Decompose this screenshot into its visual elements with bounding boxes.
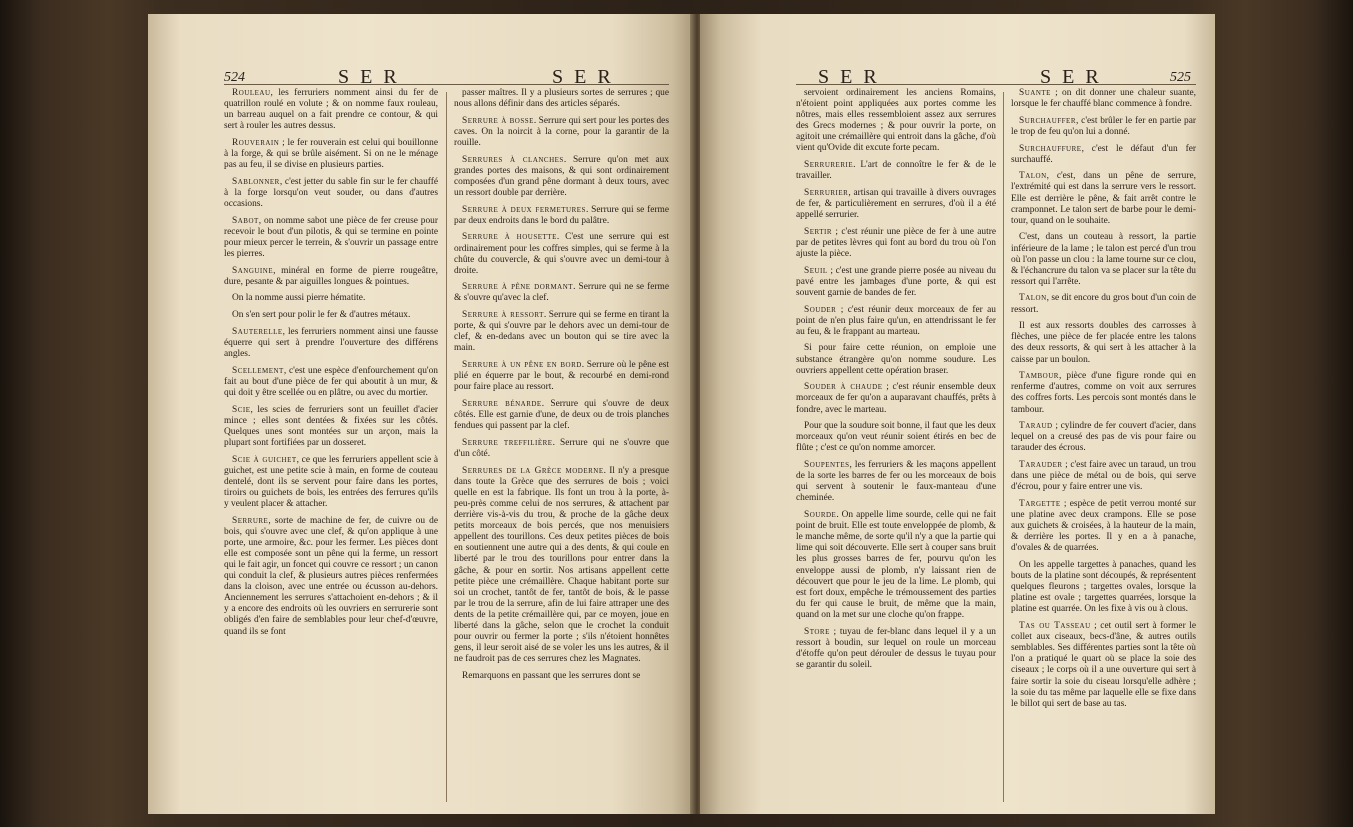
entry-headword: Serrure à deux fermetures [462,204,586,215]
entry-text: . Serrure qui sert pour les portes des caves. On la noircit à la corne, pour la garantir de la rouille. [454,115,669,148]
entry-text: ; c'est faire avec un taraud, un trou dans une pièce de métal ou de bois, qui serve d'écrou, pour y faire entrer une vis. [1011,460,1196,493]
entry-headword: Scie à guichet [232,454,297,465]
right-column-1 [796,88,996,677]
entry-headword: Store [804,626,830,637]
entry-paragraph [224,310,438,321]
entry-paragraph [224,138,438,171]
entry-paragraph [454,232,669,276]
entry-headword: Tarauder [1019,460,1063,471]
entry-headword: Serrurier [804,187,849,198]
entry-paragraph [224,366,438,399]
entry-headword: Serrure à pêne dormant [462,282,574,293]
entry-paragraph [1011,560,1196,615]
entry-text: . Serrure qui se ferme en tirant la porte, & qui s'ouvre par le dehors avec un demi-tour de clef, & en-dedans avec un bouton qui se tire avec la main. [454,310,669,354]
entry-text: . Serrure qui ne s'ouvre que d'un côté. [454,437,670,459]
entry-headword: Seuil [804,265,828,276]
entry-text: ; tuyau de fer-blanc dans lequel il y a un ressort à boudin, sur lequel on roule un morceau d'étoffe qu'on peut dérouler de dessus le tuyau pour se garantir du soleil. [796,626,996,670]
entry-text: . Serrure qu'on met aux grandes portes des maisons, & qui sont ordinairement composées d'un grand pêne dormant à deux tours, avec un ressort double par derrière. [454,154,669,198]
entry-text: ; c'est réunir une pièce de fer à une autre par de petites lèvres qui font au bord du trou où l'on ajuste la pièce. [796,226,996,259]
entry-text: Il est aux ressorts doubles des carrosses à flèches, une pièce de fer placée entre les talons des deux ressorts, & qui sert à les attacher à la caisse par un boulon. [1011,321,1196,365]
left-column-1 [224,88,438,643]
right-page [700,14,1215,814]
entry-text: . Serrure qui s'ouvre de deux côtés. Elle est garnie d'une, de deux ou de trois planches fendues qui passent par la clef. [454,399,670,432]
entry-paragraph [796,460,996,504]
entry-paragraph [224,455,438,510]
entry-paragraph [796,510,996,621]
entry-text: On les appelle targettes à panaches, quand les bouts de la platine sont découpés, & représentent quelques fleurons ; targettes ovales, lorsque la platine est ovale ; targettes quarrées, lorsque la platine est quarrée. On les fixe à vis ou à clous. [1011,560,1196,615]
entry-paragraph [796,88,996,155]
entry-text: ; c'est réunir deux morceaux de fer au point de n'en plus faire qu'un, en attendrissant le fer au feu, & le frappant au marteau. [796,304,996,337]
entry-headword: Sertir [804,226,833,237]
entry-paragraph [224,266,438,288]
right-page-number: 525 [1170,70,1191,85]
entry-text: . On appelle lime sourde, celle qui ne fait point de bruit. Elle est toute enveloppée de plomb, & le manche même, de sorte qu'il n'y a que la partie qui lime qui soit découverte. Elle sert à couper sans bruit les plus grosses barres de fer, pourvu qu'on les enveloppe aussi de plomb, n'y laissant rien de découvert que pour le jeu de la lime. Le plomb, qui est fort doux, empêche le trémoussement des parties du fer qui cause le bruit, de même que la main, quand on la met sur une cloche qu'on frappe. [796,510,996,620]
entry-paragraph [1011,621,1196,710]
entry-text: , artisan qui travaille à divers ouvrages de fer, & particulièrement en serrures, d'où il a été appellé serrurier. [796,187,996,221]
entry-paragraph [1011,144,1196,166]
entry-headword: Rouleau [232,88,271,98]
entry-paragraph [796,343,996,376]
left-header-right: S E R [552,66,614,88]
entry-text: , les scies de ferruriers sont un feuillet d'acier mince ; elles sont dentées & fixées sur les côtés. Quelques unes sont montées sur un arçon, mais la plupart sont fortifiées par un dosseret. [224,404,438,448]
entry-headword: Souder à chaude [804,382,883,393]
entry-paragraph [454,466,669,666]
entry-headword: Serrurerie [804,160,854,171]
entry-headword: Serrure à un pêne en bord [462,360,582,371]
entry-text: ; espèce de petit verrou monté sur une platine avec deux crampons. Elle se pose aux guichets & croisées, à la hauteur de la main, & derrière les portes. Il y en a à panache, d'ovales & de quarrées. [1011,498,1196,554]
entry-text: Remarquons en passant que les serrures dont se [462,670,641,681]
entry-headword: Serrure à ressort [462,310,544,321]
right-header-right: S E R [1040,66,1102,88]
entry-text: , minéral en forme de pierre rougeâtre, dure, pesante & par aiguilles longues & pointues. [224,265,438,287]
entry-paragraph [1011,293,1196,315]
entry-paragraph [796,627,996,671]
entry-paragraph [1011,499,1196,554]
entry-text: , c'est jetter du sable fin sur le fer chauffé à la forge lorsqu'on veut souder, ou dans d'autres occasions. [224,176,438,210]
right-column-divider [1003,92,1004,802]
entry-text: On la nomme aussi pierre hématite. [232,293,366,304]
entry-text: , c'est brûler le fer en partie par le trop de feu qu'on lui a donné. [1011,115,1196,137]
entry-paragraph [454,205,669,227]
entry-headword: Tas ou Tasseau [1019,621,1091,632]
entry-paragraph [796,421,996,454]
entry-paragraph [796,160,996,182]
entry-headword: Suante [1019,88,1051,98]
entry-paragraph [224,177,438,210]
right-header-left: S E R [818,66,880,88]
entry-paragraph [796,266,996,299]
entry-paragraph [796,382,996,415]
entry-text: , sorte de machine de fer, de cuivre ou de bois, qui s'ouvre avec une clef, & qu'on applique à une porte, une armoire, &c. pour les fermer. Les pièces dont elle est composée sont un pêne qui la ferme, un ressort qui le fait agir, un foncet qui couvre ce ressort ; un canon qui conduit la clef, & plusieurs autres pièces renfermées dans la cloison, avec une entrée ou écusson au-dehors. Anciennement les serrures s'attachoient en-dehors ; & il y a encore des endroits où les ouvriers en serrurerie sont obligés d'en faire de semblables pour leur chef-d'œuvre, quand ils se font [224,515,438,637]
entry-text: , c'est, dans un pêne de serrure, l'extrémité qui est dans la serrure vers le ressort. Elle est derrière le pêne, & fait arrêt contre le cramponnet. Le talon sert de barbe pour le demi-tour, quand on le souhaite. [1011,171,1196,226]
entry-headword: Serrure [232,515,269,526]
entry-text: , se dit encore du gros bout d'un coin de ressort. [1011,293,1196,315]
entry-paragraph [454,88,669,110]
entry-paragraph [224,88,438,132]
entry-text: ; c'est une grande pierre posée au niveau du pavé entre les jambages d'une porte, & qui est souvent garnie de bandes de fer. [796,265,996,298]
entry-paragraph [454,399,669,432]
entry-paragraph [1011,460,1196,493]
entry-paragraph [224,405,438,449]
entry-paragraph [796,227,996,260]
entry-headword: Rouverain [232,137,280,148]
left-header-rule [224,84,669,85]
entry-paragraph [224,327,438,360]
entry-paragraph [454,155,669,199]
entry-text: , c'est une espèce d'enfourchement qu'on fait au bout d'une pièce de fer qui aboutit à un mur, & qui doit y être scellée ou en plâtre, ou avec du mortier. [224,365,438,398]
left-page [148,14,694,814]
entry-headword: Serrures à clanches [462,154,564,165]
entry-headword: Sourde [804,510,837,521]
entry-text: ; c'est réunir ensemble deux morceaux de fer qu'on a auparavant chauffés, prêts à fondre, avec le marteau. [796,382,996,415]
entry-paragraph [1011,421,1196,454]
entry-text: . L'art de connoître le fer & de le travailler. [796,160,996,182]
entry-text: ; on dit donner une chaleur suante, lorsque le fer chauffé blanc commence à fondre. [1011,88,1196,110]
entry-text: passer maîtres. Il y a plusieurs sortes de serrures ; que nous allons définir dans des articles séparés. [454,88,669,110]
entry-headword: Souder [804,304,837,315]
entry-headword: Serrure treffilière [462,437,553,448]
entry-paragraph [1011,88,1196,110]
entry-text: C'est, dans un couteau à ressort, la partie inférieure de la lame ; le talon est percé d'un trou où l'on passe un clou : la lame tourne sur ce clou, & l'échancrure du talon va se placer sur la tête du ressort qui l'arrête. [1011,232,1196,287]
entry-headword: Sabot [232,215,259,226]
entry-headword: Scellement [232,365,284,376]
entry-headword: Surchauffure [1019,143,1082,154]
entry-paragraph [1011,116,1196,138]
entry-text: , pièce d'une figure ronde qui en renferme d'autres, comme on voit aux serrures des coffres forts. Les percois sont montés dans le tambour. [1011,371,1196,415]
entry-text: Pour que la soudure soit bonne, il faut que les deux morceaux qu'on veut réunir soient étirés en bec de flûte ; c'est ce qu'on nomme amorcer. [796,421,996,454]
entry-paragraph [796,305,996,338]
entry-text: , les ferruriers nomment ainsi du fer de quatrillon roulé en volute ; & on nomme faux rouleau, un barreau auquel on a fait prendre ce contour, & qui sert à rouler les autres dessus. [224,88,438,132]
entry-text: Si pour faire cette réunion, on emploie une substance étrangère qu'on nomme soudure. Les ouvriers appellent cette opération braser. [796,343,996,376]
entry-headword: Sablonner [232,176,280,187]
entry-paragraph [1011,371,1196,415]
entry-paragraph [454,438,669,460]
entry-paragraph [454,671,669,682]
entry-headword: Serrure à housette [462,232,557,243]
entry-text: , les ferruriers nomment ainsi une fausse équerre qui sert à prendre l'ouverture des différens angles. [224,326,438,360]
entry-paragraph [1011,321,1196,365]
entry-paragraph [224,216,438,260]
entry-paragraph [224,516,438,638]
entry-paragraph [224,293,438,304]
entry-text: , on nomme sabot une pièce de fer creuse pour recevoir le bout d'un pilotis, & qui se termine en pointe pour mieux percer le terrein, & s'ouvrir un passage entre les pierres. [224,215,438,259]
entry-text: . Serrure où le pêne est plié en équerre par le bout, & recourbé en demi-rond pour faire place au ressort. [454,360,669,393]
entry-text: , ce que les ferruriers appellent scie à guichet, est une petite scie à main, en forme de couteau dentelé, dont ils se servent pour faire dans les portes, tiroirs ou guichets de bois, les entrées des ferrures qu'ils y veulent placer & attacher. [224,454,439,509]
entry-text: . Il n'y a presque dans toute la Grèce que des serrures de bois ; voici quelle en est la fabrique. Ils font un trou à la porte, à-peu-près comme celui de nos serrures, & attachent par derrière vis-à-vis du trou, & proche de la gâche deux petits morceaux de bois percés, que nos menuisiers appellent des tourillons. Ces deux petites pièces de bois en soutiennent une autre qui a des dents, & qui coule en liberté par le trou des tourillons pour entrer dans la gâche, & pour en sortir. Nos artisans appellent cette petite pièce une crémaillère. Chaque habitant porte sur soi un crochet, tantôt de fer, tantôt de bois, & le passe par le trou de la serrure, afin de lui faire attraper une des dents de la petite crémaillère qui, par ce moyen, joue en liberté dans la gâche, selon que le crochet la conduit pour ouvrir ou fermer la porte ; s'ils n'étoient honnêtes gens, il leur seroit aisé de se voler les uns les autres, & il ne faudroit pas de ces serrures chez les Magnates. [454,465,670,665]
entry-text: . C'est une serrure qui est ordinairement pour les coffres simples, qui se ferme à la chûte du couvercle, & qui s'ouvre avec un demi-tour à droite. [454,232,670,276]
entry-headword: Talon [1019,293,1047,304]
entry-paragraph [796,188,996,221]
entry-headword: Taraud [1019,421,1053,432]
entry-paragraph [1011,232,1196,287]
entry-paragraph [1011,171,1196,226]
entry-headword: Targette [1019,498,1061,509]
entry-headword: Scie [232,404,251,415]
entry-text: . Serrure qui se ferme par deux endroits dans le bord du palâtre. [454,204,669,226]
right-column-2 [1011,88,1196,715]
entry-headword: Sauterelle [232,326,283,337]
left-header-left: S E R [338,66,400,88]
entry-paragraph [454,282,669,304]
left-column-2 [454,88,669,688]
entry-headword: Surchauffer [1019,115,1077,126]
entry-text: ; le fer rouverain est celui qui bouillonne à la forge, & qui se brûle aisément. Si on ne le ménage pas au feu, il se divise en plusieurs parties. [224,137,438,171]
entry-headword: Serrure bénarde [462,399,542,409]
entry-paragraph [454,310,669,354]
entry-text: . Serrure qui ne se ferme & s'ouvre qu'avec la clef. [454,282,669,304]
entry-headword: Serrures de la Grèce moderne [462,465,604,476]
entry-paragraph [454,360,669,393]
entry-paragraph [454,116,669,149]
right-header-rule [796,84,1196,85]
entry-text: ; cylindre de fer couvert d'acier, dans lequel on a creusé des pas de vis pour faire ou tarauder des écrous. [1011,421,1196,454]
entry-text: On s'en sert pour polir le fer & d'autres métaux. [232,310,411,321]
left-column-divider [446,92,447,802]
entry-text: , les ferruriers & les maçons appellent de la sorte les barres de fer ou les morceaux de bois qui servent à soutenir le faux-manteau d'une cheminée. [796,460,996,504]
entry-text: , c'est le défaut d'un fer surchauffé. [1011,143,1196,165]
left-page-number: 524 [224,70,245,85]
entry-headword: Talon [1019,171,1047,182]
entry-headword: Soupentes [804,460,850,471]
entry-headword: Sanguine [232,265,274,276]
entry-headword: Tambour [1019,371,1059,382]
entry-text: ; cet outil sert à former le collet aux ciseaux, becs-d'âne, & autres outils semblables. Ses différentes parties sont la tête où l'on a pratiqué le quart où se place la soie des ciseaux ; le corps où il a une ouverture qui sert à faire sortir la soie du ciseau lorsqu'elle adhère ; la soie du tas même par laquelle elle se fixe dans le billot qui sert de base au tas. [1011,621,1196,709]
entry-headword: Serrure à bosse [462,115,534,126]
entry-text: servoient ordinairement les anciens Romains, n'étoient point appliquées aux portes comme les nôtres, mais elles ressembloient assez aux serrures des Grecs modernes ; & pour ouvrir la porte, on agitoit une crémaillère qui entroit dans la gâche, d'où vient qu'Ovide dit excute forte pecam. [796,88,996,154]
